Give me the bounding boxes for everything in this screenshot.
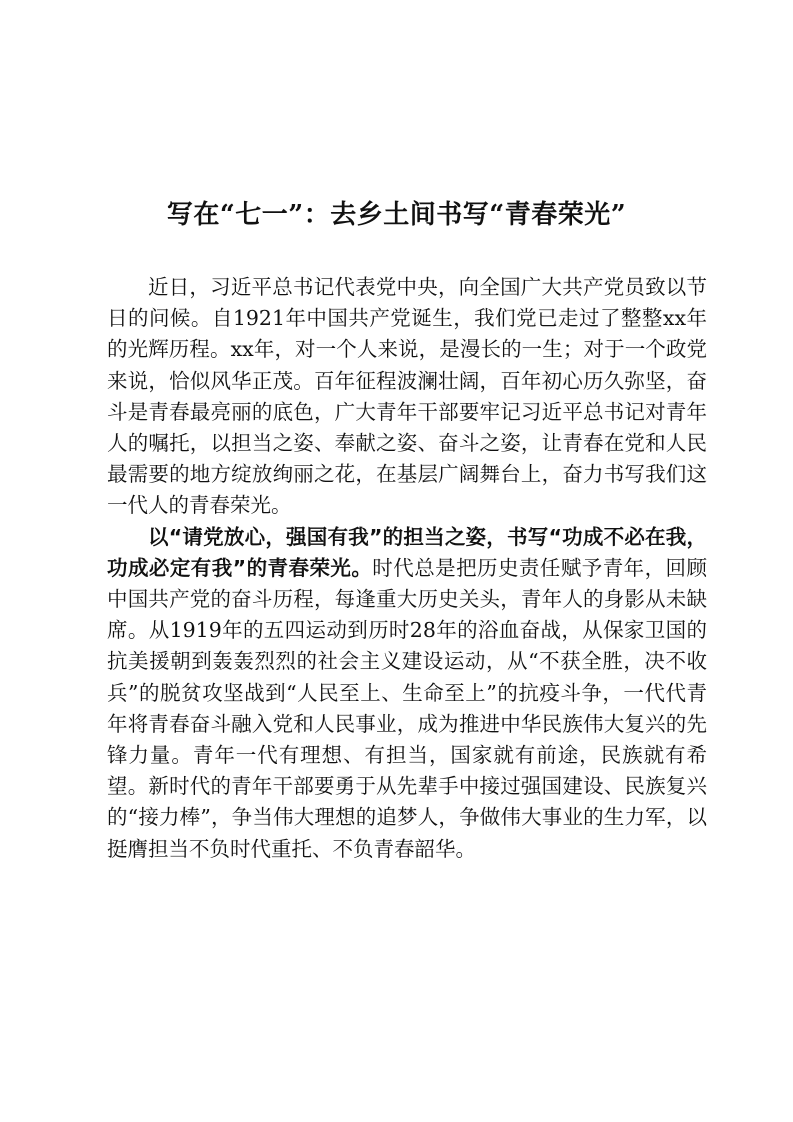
document-body	[107, 272, 707, 865]
paragraph-2-lead: 以“请党放心，强国有我”的担当之姿，书写“功成不必在我，功成必定有我”的青春荣光。	[107, 524, 707, 580]
paragraph-2	[107, 522, 707, 865]
paragraph-2-text: 时代总是把历史责任赋予青年，回顾中国共产党的奋斗历程，每逢重大历史关头，青年人的身影从未缺席。从1919年的五四运动到历时28年的浴血奋战，从保家卫国的抗美援朝到轰轰烈烈的社会主义建设运动，从“不获全胜，决不收兵”的脱贫攻坚战到“人民至上、生命至上”的抗疫斗争，一代代青年将青春奋斗融入党和人民事业，成为推进中华民族伟大复兴的先锋力量。青年一代有理想、有担当，国家就有前途，民族就有希望。新时代的青年干部要勇于从先辈手中接过强国建设、民族复兴的“接力棒”，争当伟大理想的追梦人，争做伟大事业的生力军，以挺膺担当不负时代重托、不负青春韶华。	[107, 555, 708, 861]
paragraph-1-text: 近日，习近平总书记代表党中央，向全国广大共产党员致以节日的问候。自1921年中国共产党诞生，我们党已走过了整整xx年的光辉历程。xx年，对一个人来说，是漫长的一生；对于一个政党来说，恰似风华正茂。百年征程波澜壮阔，百年初心历久弥坚，奋斗是青春最亮丽的底色，广大青年干部要牢记习近平总书记对青年人的嘱托，以担当之姿、奉献之姿、奋斗之姿，让青春在党和人民最需要的地方绽放绚丽之花，在基层广阔舞台上，奋力书写我们这一代人的青春荣光。	[107, 275, 707, 518]
paragraph-1	[107, 272, 707, 522]
document-title: 写在“七一”：去乡土间书写“青春荣光”	[166, 200, 627, 231]
